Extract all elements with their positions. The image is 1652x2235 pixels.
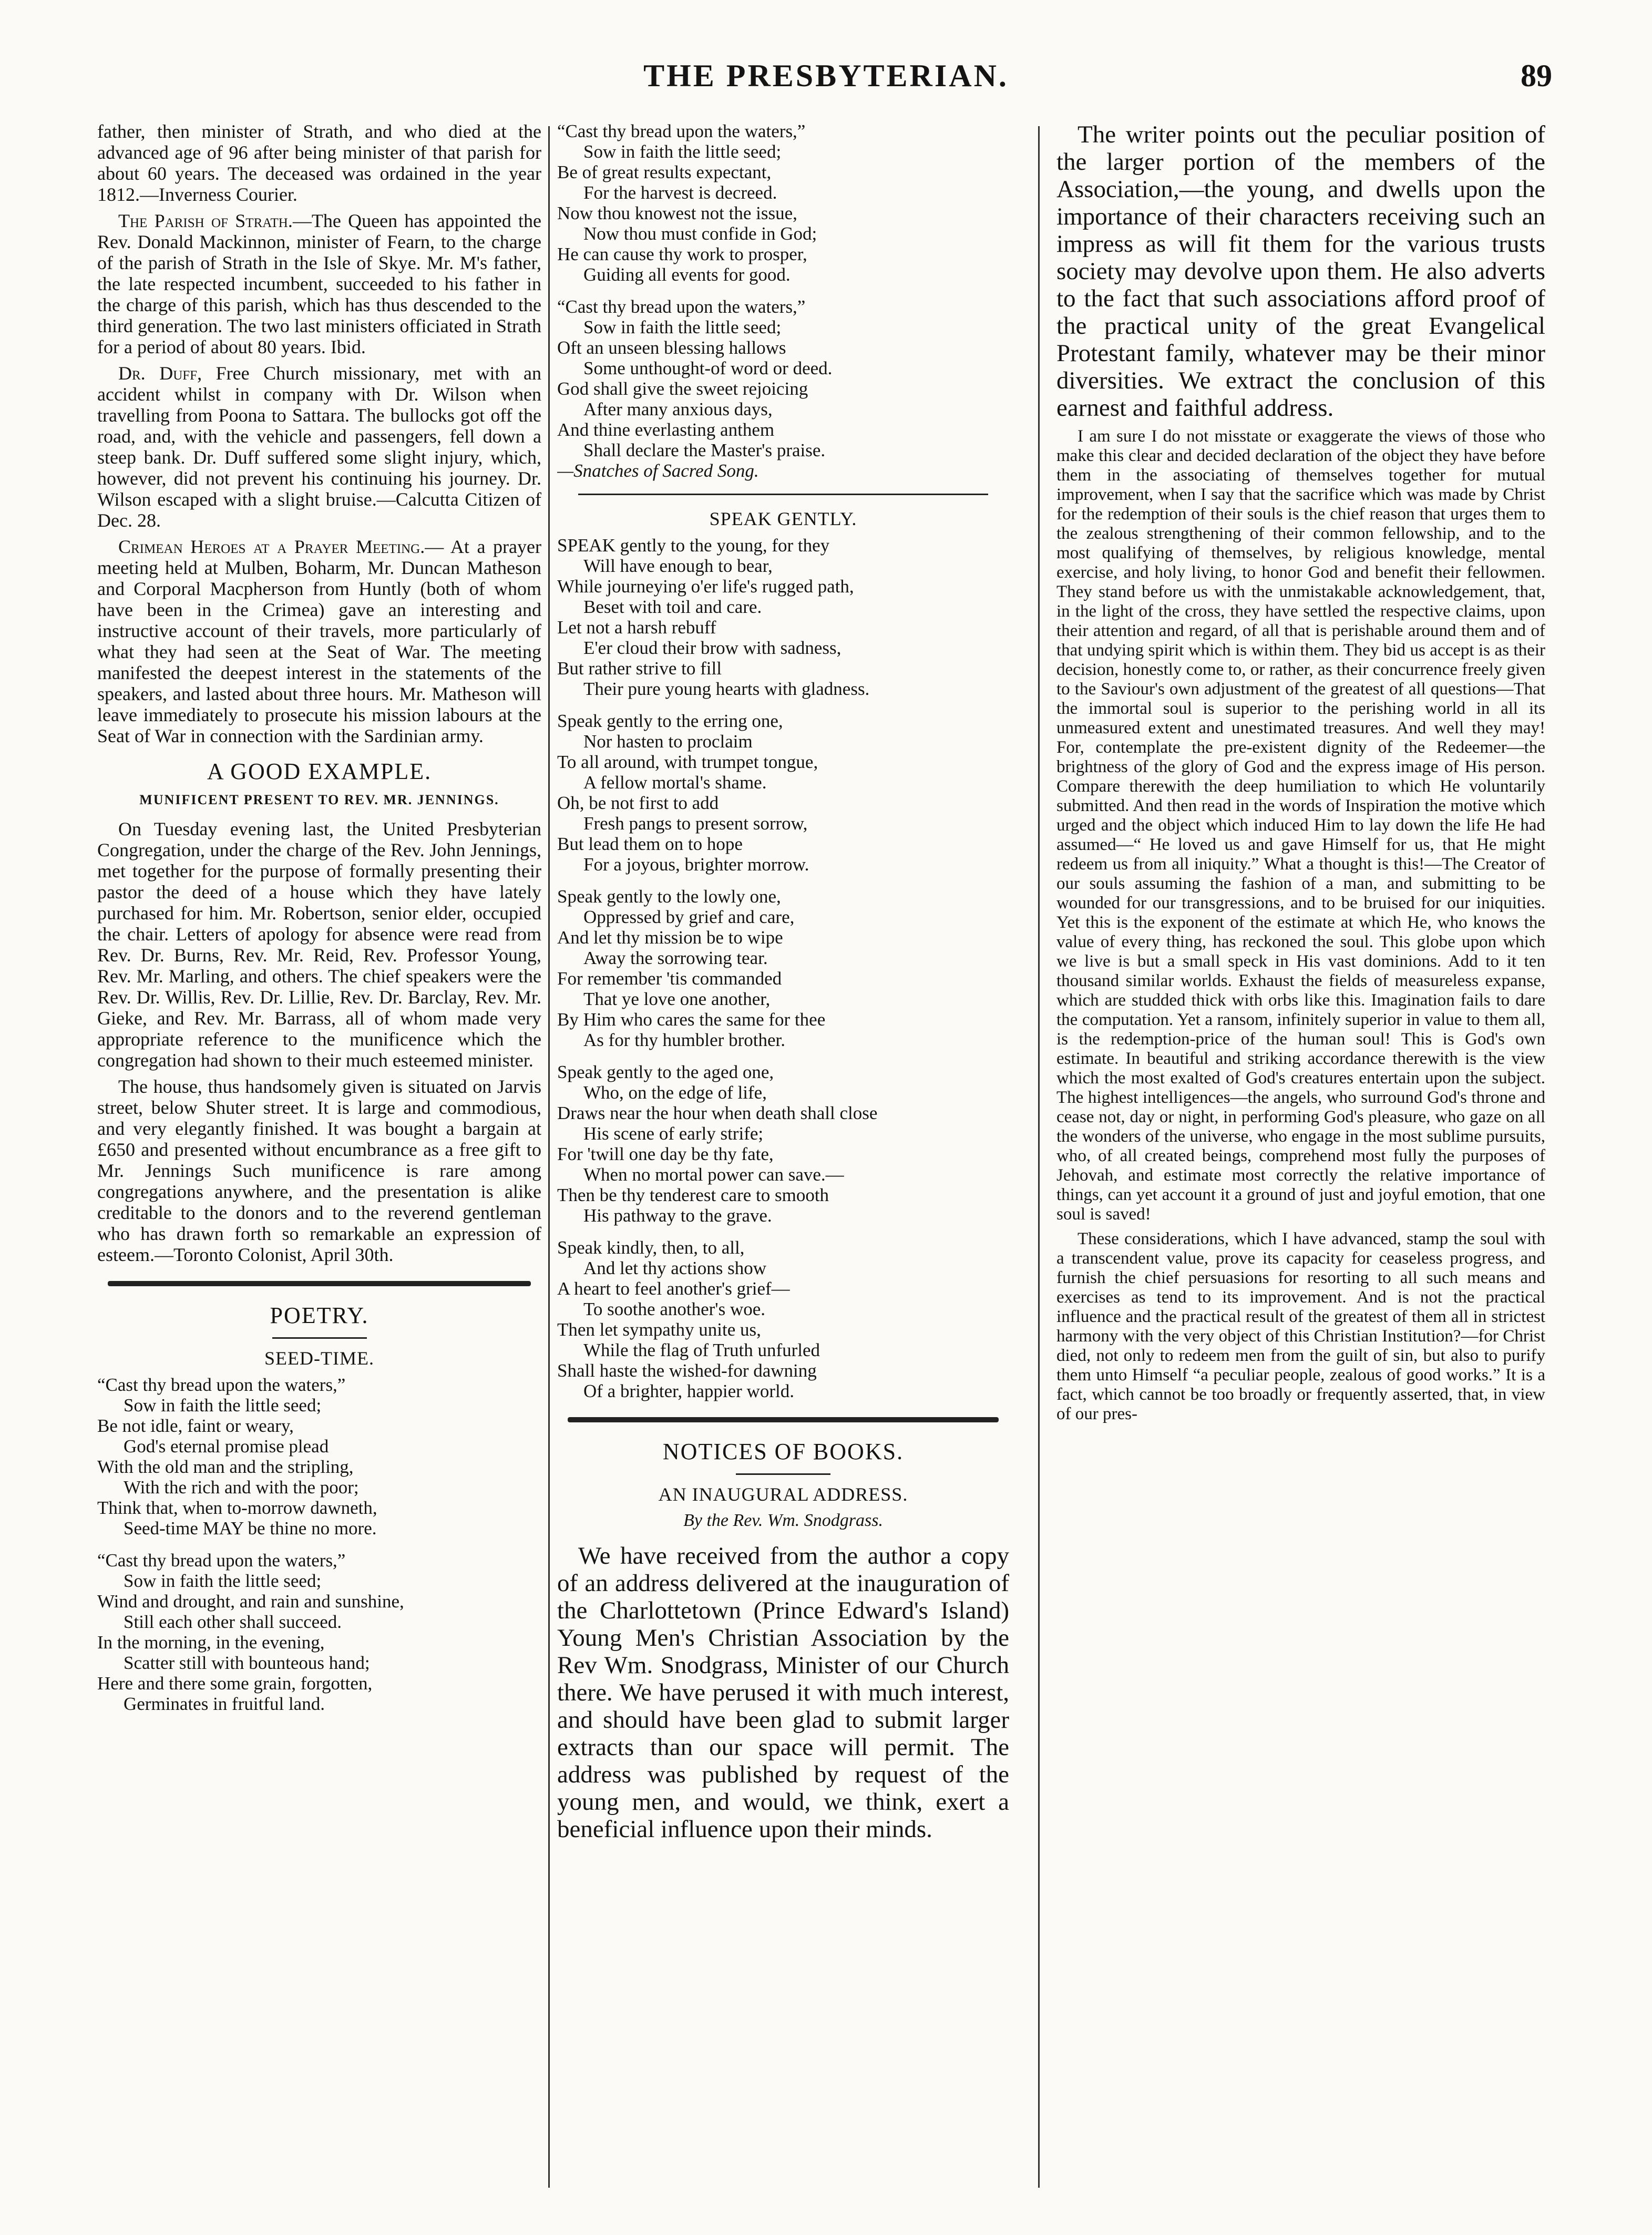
- title-rule: [736, 1473, 830, 1475]
- poem-line: And let thy actions show: [583, 1258, 767, 1278]
- poem-stanza: [557, 535, 1009, 699]
- poem-stanza: [557, 1237, 1009, 1401]
- poem-line: Shall declare the Master's praise.: [583, 440, 826, 460]
- page-number: 89: [1521, 58, 1552, 93]
- poem-line: But lead them on to hope: [557, 834, 743, 854]
- poem-line: To soothe another's woe.: [583, 1299, 766, 1319]
- poem-stanza: [557, 711, 1009, 875]
- poem-line: Away the sorrowing tear.: [583, 948, 768, 968]
- poem-line: E'er cloud their brow with sadness,: [583, 638, 842, 658]
- poem-stanza: [97, 1550, 541, 1714]
- poem-line: To all around, with trumpet tongue,: [557, 752, 818, 772]
- poem-line: Wind and drought, and rain and sunshine,: [97, 1591, 404, 1612]
- poem-line: For a joyous, brighter morrow.: [583, 854, 809, 875]
- poem-line: Some unthought-of word or deed.: [583, 358, 833, 378]
- poem-line: Be not idle, faint or weary,: [97, 1416, 294, 1436]
- news-item-body: —The Queen has appointed the Rev. Donald Mackinnon, minister of Fearn, to the charge of the parish of Strath in the Isle of Skye. Mr. M's father, the late respected incumbent, succeeded to his father in the charge of this parish, which has thus descended to the third generation. The two last ministers officiated in Strath for a period of about 80 years. Ibid.: [97, 210, 541, 357]
- poem-line: Speak gently to the aged one,: [557, 1062, 774, 1082]
- column-middle: [557, 121, 1009, 2188]
- poem-line: Now thou must confide in God;: [583, 223, 817, 244]
- poem-line: Speak gently to the lowly one,: [557, 886, 781, 907]
- poem-line: “Cast thy bread upon the waters,”: [557, 121, 806, 141]
- poem-line: His pathway to the grave.: [583, 1205, 772, 1226]
- poem-line: That ye love one another,: [583, 989, 771, 1009]
- poem-line: Sow in faith the little seed;: [583, 317, 782, 337]
- section-divider: [578, 494, 988, 495]
- column-divider-2: [1038, 126, 1040, 2188]
- column-left: [97, 121, 541, 2188]
- poem-line: Then be thy tenderest care to smooth: [557, 1185, 829, 1205]
- column-divider-1: [548, 126, 550, 2188]
- poem-line: For remember 'tis commanded: [557, 968, 782, 989]
- poem-line: Nor hasten to proclaim: [583, 731, 753, 752]
- news-item-duff: [97, 363, 541, 531]
- poem-line: Seed-time MAY be thine no more.: [124, 1518, 377, 1539]
- poem-line: Let not a harsh rebuff: [557, 617, 716, 638]
- poem-title-speak-gently: SPEAK GENTLY.: [709, 508, 857, 529]
- column-right: [1056, 121, 1545, 2188]
- article-paragraph: The writer points out the peculiar position of the larger portion of the members of the Association,—the young, and dwells upon the importance of their characters receiving such an impress as will fit them for the various trusts society may devolve upon them. He also adverts to the fact that such associations afford proof of the practical unity of the great Evangelical Protestant family, whatever may be their minor diversities. We extract the conclusion of this earnest and faithful address.: [1056, 121, 1545, 422]
- poem-line: For the harvest is decreed.: [583, 182, 777, 203]
- poem-line: Draws near the hour when death shall close: [557, 1103, 878, 1123]
- article-quotation: These considerations, which I have advanced, stamp the soul with a transcendent value, prove its capacity for ceaseless progress, and furnish the chief persuasions for resorting to all such means and exercises as tend to its improvement. And is not the practical influence and the practical result of the greatest of them all in strictest harmony with the very object of this Christian Institution?—for Christ died, not only to redeem men from the guilt of sin, but also to purify them unto Himself “a peculiar people, zealous of good works.” It is a fact, which cannot be too broadly or frequently asserted, that, in view of our pres-: [1056, 1229, 1545, 1423]
- section-divider: [568, 1417, 999, 1422]
- poem-line: Sow in faith the little seed;: [124, 1395, 322, 1416]
- poem-line: Speak gently to the erring one,: [557, 711, 783, 731]
- poem-line: Shall haste the wished-for dawning: [557, 1360, 817, 1381]
- news-item-continued: father, then minister of Strath, and who died at the advanced age of 96 after being minister of that parish for about 60 years. The deceased was ordained in the year 1812.—Inverness Courier.: [97, 121, 541, 205]
- section-subtitle: MUNIFICENT PRESENT TO REV. MR. JENNINGS.: [139, 792, 499, 807]
- poem-line: He can cause thy work to prosper,: [557, 244, 807, 264]
- poem-line: Will have enough to bear,: [583, 556, 773, 576]
- news-item-heading: The Parish of Strath.: [118, 210, 293, 231]
- poem-line: When no mortal power can save.—: [583, 1164, 844, 1185]
- poem-line: A fellow mortal's shame.: [583, 772, 767, 793]
- poem-line: Speak kindly, then, to all,: [557, 1237, 745, 1258]
- poem-line: “Cast thy bread upon the waters,”: [97, 1550, 346, 1571]
- poem-line: SPEAK gently to the young, for they: [557, 535, 830, 556]
- poem-source: —Snatches of Sacred Song.: [557, 460, 759, 481]
- poem-line: Fresh pangs to present sorrow,: [583, 813, 808, 834]
- poem-line: God's eternal promise plead: [124, 1436, 329, 1457]
- poem-line: Guiding all events for good.: [583, 264, 791, 285]
- poem-line: Oh, be not first to add: [557, 793, 719, 813]
- poem-line: In the morning, in the evening,: [97, 1632, 325, 1653]
- news-item-body: Free Church missionary, met with an accident whilst in company with Dr. Wilson when travelling from Poona to Sattara. The bullocks got off the road, and, with the vehicle and passengers, fell down a steep bank. Dr. Duff suffered some slight injury, which, however, did not prevent his continuing his journey. Dr. Wilson escaped with a slight bruise.—Calcutta Citizen of Dec. 28.: [97, 363, 541, 531]
- poem-line: Beset with toil and care.: [583, 597, 762, 617]
- poem-line: His scene of early strife;: [583, 1123, 764, 1144]
- poem-title-seedtime: SEED-TIME.: [264, 1348, 374, 1369]
- journal-title: THE PRESBYTERIAN.: [643, 58, 1009, 93]
- poem-line: Their pure young hearts with gladness.: [583, 679, 870, 699]
- news-item-heading: Crimean Heroes at a Prayer Meeting.: [118, 536, 425, 557]
- poem-line: Sow in faith the little seed;: [583, 141, 782, 162]
- article-paragraph: On Tuesday evening last, the United Presbyterian Congregation, under the charge of the Rev. John Jennings, met together for the purpose of formally presenting their pastor the deed of a house which they have lately purchased for him. Mr. Robertson, senior elder, occupied the chair. Letters of apology for absence were read from Rev. Dr. Burns, Rev. Mr. Reid, Rev. Professor Young, Rev. Mr. Marling, and others. The chief speakers were the Rev. Dr. Willis, Rev. Dr. Lillie, Rev. Dr. Barclay, Rev. Mr. Gieke, and Rev. Mr. Barrass, all of whom made very appropriate reference to the munificence which the congregation had shown to their much esteemed minister.: [97, 818, 541, 1071]
- poem-line: Oft an unseen blessing hallows: [557, 337, 786, 358]
- section-title-poetry: POETRY.: [270, 1303, 369, 1328]
- news-item-strath: [97, 210, 541, 357]
- news-item-heading: Dr. Duff,: [118, 363, 202, 384]
- poem-line: While the flag of Truth unfurled: [583, 1340, 820, 1360]
- poem-line: God shall give the sweet rejoicing: [557, 378, 808, 399]
- section-divider: [108, 1281, 531, 1286]
- article-byline: By the Rev. Wm. Snodgrass.: [683, 1511, 883, 1530]
- poem-line: For 'twill one day be thy fate,: [557, 1144, 774, 1164]
- poem-line: While journeying o'er life's rugged path,: [557, 576, 854, 597]
- section-title-notices: NOTICES OF BOOKS.: [662, 1439, 904, 1464]
- poem-line: Sow in faith the little seed;: [124, 1571, 322, 1591]
- poem-line: Still each other shall succeed.: [124, 1612, 342, 1632]
- poem-line: “Cast thy bread upon the waters,”: [557, 296, 806, 317]
- poem-line: But rather strive to fill: [557, 658, 722, 679]
- poem-line: As for thy humbler brother.: [583, 1030, 785, 1050]
- article-paragraph: We have received from the author a copy of an address delivered at the inauguration of the Charlottetown (Prince Edward's Island) Young Men's Christian Association by the Rev Wm. Snodgrass, Minister of our Church there. We have perused it with much interest, and should have been glad to submit larger extracts than our space will permit. The address was published by request of the young men, and would, we think, exert a beneficial influence upon their minds.: [557, 1542, 1009, 1843]
- article-paragraph: The house, thus handsomely given is situated on Jarvis street, below Shuter street. It is large and commodious, and very elegantly finished. It was bought a bargain at £650 and presented without encumbrance as a free gift to Mr. Jennings Such munificence is rare among congregations anywhere, and the presentation is alike creditable to the donors and to the reverend gentleman who has drawn forth so remarkable an expression of esteem.—Toronto Colonist, April 30th.: [97, 1076, 541, 1265]
- poem-stanza: [557, 296, 1009, 481]
- article-quotation: I am sure I do not misstate or exaggerate the views of those who make this clear and decided declaration of the object they have before them in the associating of themselves together for mutual improvement, when I say that the sacrifice which was made by Christ for the redemption of their souls is the chief reason that urges them to the zealous strengthening of their common fellowship, and to the most qualifying of themselves, by religious knowledge, mental exercise, and holy living, to honor God and benefit their fellowmen. They stand before us with the unmistakable acknowledgement, that, in the light of the cross, they have settled the respective claims, upon their attention and regard, of all that is perishable around them and of that undying spirit which is within them. They bid us accept is as their decision, honestly come to, or rather, as their concurrence freely given to the Saviour's own adjustment of the greatest of all questions—That the immortal soul is superior to the perishing world in all its unmeasured extent and unestimated treasures. And well they may! For, contemplate the pre-existent dignity of the Redeemer—the brightness of the glory of God and the express image of His person. Compare therewith the deep humiliation to which He voluntarily submitted. And then read in the words of Inspiration the motive which urged and the object which induced Him to lay down the life He had assumed—“ He loved us and gave Himself for us, that He might redeem us from all iniquity.” What a thought is this!—The Creator of our souls assuming the fashion of a man, and submitting to be wounded for our transgressions, and to be bruised for our iniquities. Yet this is the exponent of the estimate at which He, who knows the value of every thing, has reckoned the soul. This globe upon which we live is but a small speck in His vast dominions. Add to it ten thousand similar worlds. Exhaust the fields of measureless expanse, which are studded thick with orbs like this. Imagination fails to dare the computation. Yet a ransom, infinitely superior in value to them all, is the redemption-price of the human soul! This is God's own estimate. In beautiful and striking accordance therewith is the view which the most exalted of God's creatures entertain upon the subject. The highest intelligences—the angels, who surround God's throne and cease not, day or night, in performing God's pleasure, who gaze on all the wonders of the universe, who engage in the most sublime pursuits, who, of all created beings, comprehend most fully the purposes of Jehovah, and estimate most correctly the relative importance of things, can yet account it a ground of just and joyful emotion, that one soul is saved!: [1056, 427, 1545, 1224]
- poem-line: By Him who cares the same for thee: [557, 1009, 826, 1030]
- poem-line: After many anxious days,: [583, 399, 773, 419]
- poem-line: Here and there some grain, forgotten,: [97, 1673, 373, 1694]
- poem-line: With the rich and with the poor;: [124, 1477, 359, 1498]
- poem-line: “Cast thy bread upon the waters,”: [97, 1375, 346, 1395]
- poem-line: Think that, when to-morrow dawneth,: [97, 1498, 377, 1518]
- poem-line: Now thou knowest not the issue,: [557, 203, 797, 223]
- poem-stanza: [557, 1062, 1009, 1226]
- page-header: [0, 21, 1652, 105]
- poem-line: Who, on the edge of life,: [583, 1082, 767, 1103]
- article-title-inaugural-address: AN INAUGURAL ADDRESS.: [658, 1484, 908, 1505]
- news-item-crimean: [97, 536, 541, 746]
- poem-stanza: [97, 1375, 541, 1539]
- poem-line: With the old man and the stripling,: [97, 1457, 354, 1477]
- poem-line: Be of great results expectant,: [557, 162, 772, 182]
- poem-stanza: [557, 121, 1009, 285]
- poem-line: A heart to feel another's grief—: [557, 1278, 790, 1299]
- poem-line: Of a brighter, happier world.: [583, 1381, 794, 1401]
- poem-line: And thine everlasting anthem: [557, 419, 775, 440]
- poem-line: And let thy mission be to wipe: [557, 927, 783, 948]
- news-item-body: — At a prayer meeting held at Mulben, Boharm, Mr. Duncan Matheson and Corporal Macpherson from Huntly (both of whom have been in the Crimea) gave an interesting and instructive account of their travels, more particularly of what they had seen at the Seat of War. The meeting manifested the deepest interest in the statements of the speakers, and lasted about three hours. Mr. Matheson will leave immediately to prosecute his mission labours at the Seat of War in connection with the Sardinian army.: [97, 536, 541, 746]
- poem-line: Oppressed by grief and care,: [583, 907, 795, 927]
- poem-line: Germinates in fruitful land.: [124, 1694, 325, 1714]
- poem-line: Then let sympathy unite us,: [557, 1319, 761, 1340]
- poem-stanza: [557, 886, 1009, 1050]
- poem-line: Scatter still with bounteous hand;: [124, 1653, 370, 1673]
- section-title-good-example: A GOOD EXAMPLE.: [207, 758, 432, 784]
- title-rule: [272, 1337, 367, 1339]
